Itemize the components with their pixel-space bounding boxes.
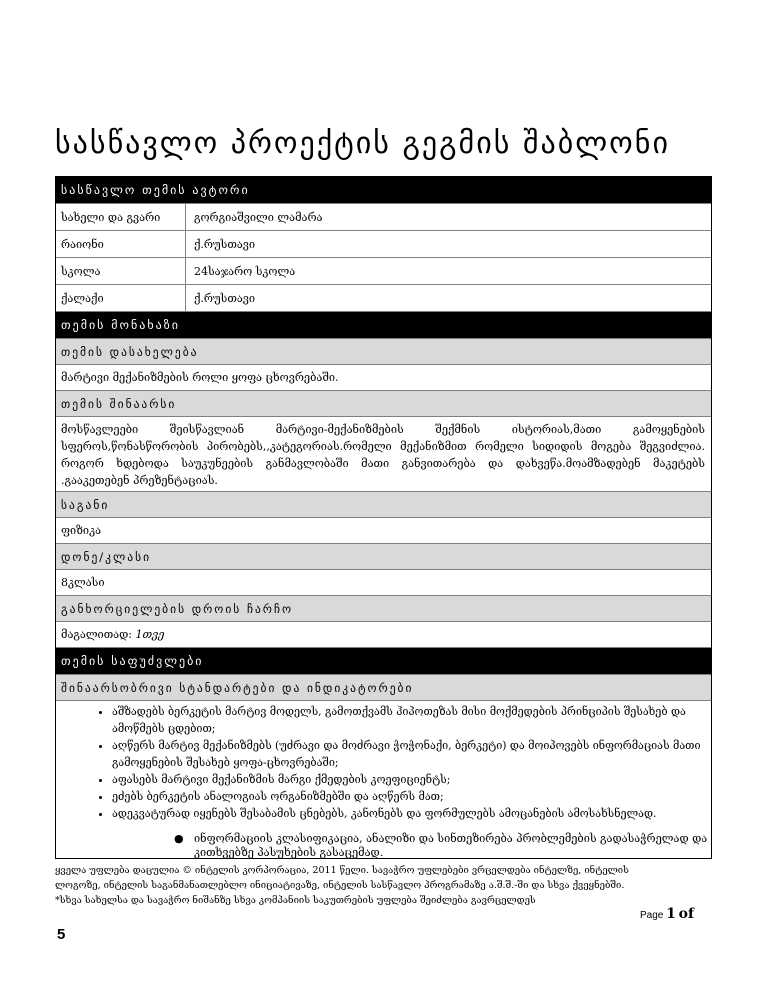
- field-value: ქ.რუსთავი: [194, 238, 256, 251]
- standards-label: შინაარსობრივი სტანდარტები და ინდიკატორები: [56, 675, 711, 701]
- author-row-district: [56, 231, 711, 258]
- topic-name-label: თემის დასახელება: [56, 339, 711, 365]
- author-row-city: [56, 285, 711, 312]
- list-item: • აღწერს მარტივ მექანიზმებს (უძრავი და მოძრავი ჭოჭონაქი, ბერკეტი) და მოიპოვებს ინფორმაციას მათი გამოყენების შესახებ ყოფა-ცხოვრებაში;: [112, 737, 705, 771]
- footer-line-1: ყველა უფლება დაცულია © ინტელის კორპორაცია, 2011 წელი. სავაჭრო უფლებები ვრცელდება ინტელზე, ინტელის: [55, 865, 629, 876]
- duration-label: განხორციელების დროის ჩარჩო: [56, 596, 711, 622]
- footer-line-2: ლოგოზე, ინტელის საგანმანათლებლო ინიციატივაზე, ინტელის სასწავლო პროგრამაზე ა.შ.შ.-ში და სხვა ქვეყნებში.: [55, 880, 625, 891]
- foundations-section-header: თემის საფუძვლები: [56, 648, 711, 675]
- copyright-footer: [55, 863, 715, 908]
- author-row-school: [56, 258, 711, 285]
- topic-content-value: მოსწავლეები შეისწავლიან მარტივი-მექანიზმების შექმნის ისტორიას,მათი გამოყენების სფეროს,წონასწორობის პირობებს,,კატეგორიას.რომელი მექანიზმით რომელი სიდიდის მოგება შეგვიძლია. როგორ ხდებოდა საუკუნეების განმავლობაში მათი განვითარება და დახვეწა.მოამზადებენ მაკეტებს .გააკეთებენ პრეზენტაციას.: [56, 417, 711, 492]
- field-value: ქ.რუსთავი: [194, 292, 256, 305]
- list-item: • აფასებს მარტივი მექანიზმის მარგი ქმედების კოეფიციენტს;: [112, 771, 705, 788]
- duration-amount: 1თვე: [135, 628, 165, 641]
- field-label: სახელი და გვარი: [56, 204, 186, 230]
- sub-bullet-item: [56, 832, 711, 858]
- page-label: Page: [640, 910, 664, 921]
- page-current: 1: [666, 906, 676, 922]
- topic-name-value: მარტივი მექანიზმების როლი ყოფა ცხოვრებაში.: [56, 365, 711, 391]
- field-label: სკოლა: [56, 258, 186, 284]
- list-item: • ეძებს ბერკეტის ანალოგიას ორგანიზმებში და აღწერს მათ;: [112, 788, 705, 805]
- page-total: 5: [57, 926, 66, 943]
- author-section-header: სასწავლო თემის ავტორი: [56, 177, 711, 204]
- sub-bullet-text: ინფორმაციის კლასიფიკაცია, ანალიზი და სინთეზირება პრობლემების გადასაჭრელად და კითხვებზე პასუხების გასაცემად.: [194, 832, 708, 859]
- standards-block: [56, 703, 711, 858]
- bullet-icon: ●: [174, 832, 184, 845]
- page-of: of: [678, 906, 695, 922]
- list-item: • აშზადებს ბერკეტის მარტივ მოდელს, გამოთქვამს ჰიპოთეზას მისი მოქმედების პრინციპის შესახებ და ამოწმებს ცდებით;: [112, 703, 705, 737]
- field-value: გორგიაშვილი ლამარა: [194, 211, 323, 224]
- subject-label: საგანი: [56, 492, 711, 518]
- field-value: 24საჯარო სკოლა: [194, 265, 296, 278]
- level-value: 8კლასი: [56, 570, 711, 596]
- list-item: • ადეკვატურად იყენებს შესაბამის ცნებებს, კანონებს და ფორმულებს ამოცანების ამოსახსნელად.: [112, 805, 705, 822]
- overview-section-header: თემის მონახაზი: [56, 312, 711, 339]
- page-title: სასწავლო პროექტის გეგმის შაბლონი: [55, 126, 670, 161]
- level-label: დონე/კლასი: [56, 544, 711, 570]
- subject-value: ფიზიკა: [56, 518, 711, 544]
- standards-list: [56, 703, 711, 822]
- page-number: [640, 906, 694, 922]
- project-plan-table: [55, 176, 712, 859]
- field-label: ქალაქი: [56, 285, 186, 311]
- author-row-name: [56, 204, 711, 231]
- duration-value: [56, 622, 711, 648]
- duration-prefix: მაგალითად:: [61, 628, 132, 641]
- field-label: რაიონი: [56, 231, 186, 257]
- footer-line-3: *სხვა სახელსა და სავაჭრო ნიშანზე სხვა კომპანიის საკუთრების უფლება შეიძლება გავრცელდეს: [55, 895, 536, 906]
- topic-content-label: თემის შინაარსი: [56, 391, 711, 417]
